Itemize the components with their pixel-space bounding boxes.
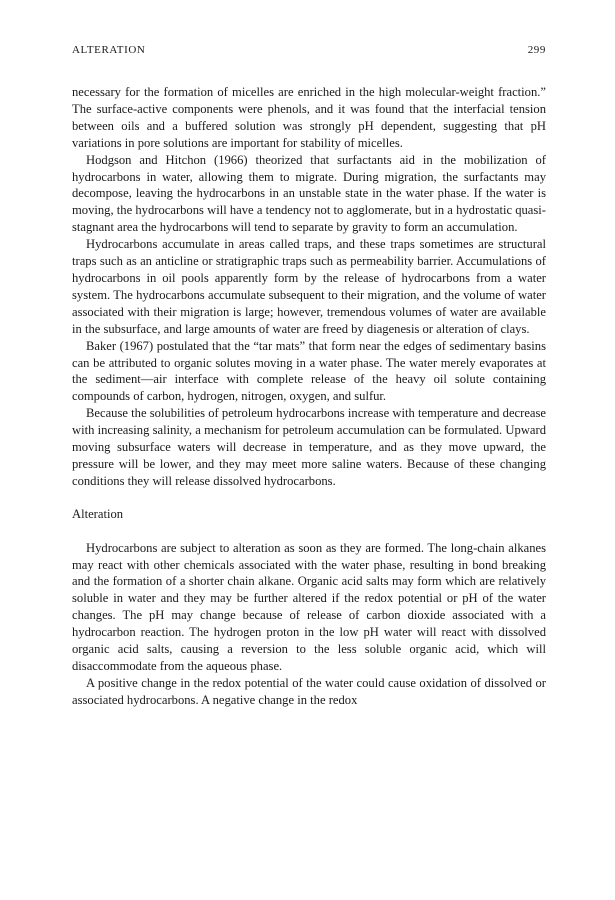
section-heading: Alteration [72, 506, 124, 521]
paragraph-solubilities: Because the solubilities of petroleum hydrocarbons increase with temperature and decrease with increasing salinity, a mechanism for petroleum accumulation can be formulated. Upward moving subsurface waters will decrease in temperature, and as they move upward, the pressure will be lower, and they may meet more saline waters. Because of these changing conditions they will release dissolved hydrocarbons. [72, 406, 546, 488]
running-header [72, 44, 546, 56]
paragraph-baker: Baker (1967) postulated that the “tar mats” that form near the edges of sedimentary basins can be attributed to organic solutes moving in a water phase. The water merely evaporates at the sediment—air interface with complete release of the heavy oil solute containing compounds of carbon, hydrogen, nitrogen, oxygen, and sulfur. [72, 338, 546, 404]
running-title: ALTERATION [72, 44, 146, 56]
paragraph-alteration: Hydrocarbons are subject to alteration as soon as they are formed. The long-chain alkanes may react with other chemicals associated with the water phase, resulting in bond breaking and the formation of a shorter chain alkane. Organic acid salts may form which are relatively soluble in water and they may be further altered if the redox potential or pH of the water changes. The pH may change because of release of carbon dioxide associated with a hydrocarbon reaction. The hydrogen proton in the low pH water will react with dissolved organic acid salts, causing a reversion to the less soluble organic acid, which will disaccommodate from the aqueous phase. [72, 540, 546, 673]
page-number: 299 [527, 44, 546, 56]
paragraph-redox: A positive change in the redox potential of the water could cause oxidation of dissolved or associated hydrocarbons. A negative change in the redox [72, 675, 546, 707]
paragraph-hodgson-hitchon: Hodgson and Hitchon (1966) theorized that surfactants aid in the mobilization of hydrocarbons in water, allowing them to migrate. During migration, the surfactants may decompose, leaving the hydrocarbons in an unstable state in the water phase. If the water is moving, the hydrocarbons will have a tendency not to agglomerate, but in a hydrostatic quasi-stagnant area the hydrocarbons will tend to separate by gravity to form an accumulation. [72, 152, 546, 235]
paragraph-continued: necessary for the formation of micelles are enriched in the high molecular-weight fraction.” The surface-active components were phenols, and it was found that the interfacial tension between oils and a buffered solution was strongly pH dependent, suggesting that pH variations in pore solutions are important for stability of micelles. [72, 85, 546, 150]
page-body [72, 84, 546, 709]
paragraph-traps: Hydrocarbons accumulate in areas called traps, and these traps sometimes are structural traps such as an anticline or stratigraphic traps such as permeability barrier. Accumulations of hydrocarbons in oil pools apparently form by the release of hydrocarbons from a water system. The hydrocarbons accumulate subsequent to their migration, and the volume of water associated with their migration is large; however, tremendous volumes of water are available in the subsurface, and large amounts of water are freed by diagenesis or alteration of clays. [72, 237, 546, 336]
